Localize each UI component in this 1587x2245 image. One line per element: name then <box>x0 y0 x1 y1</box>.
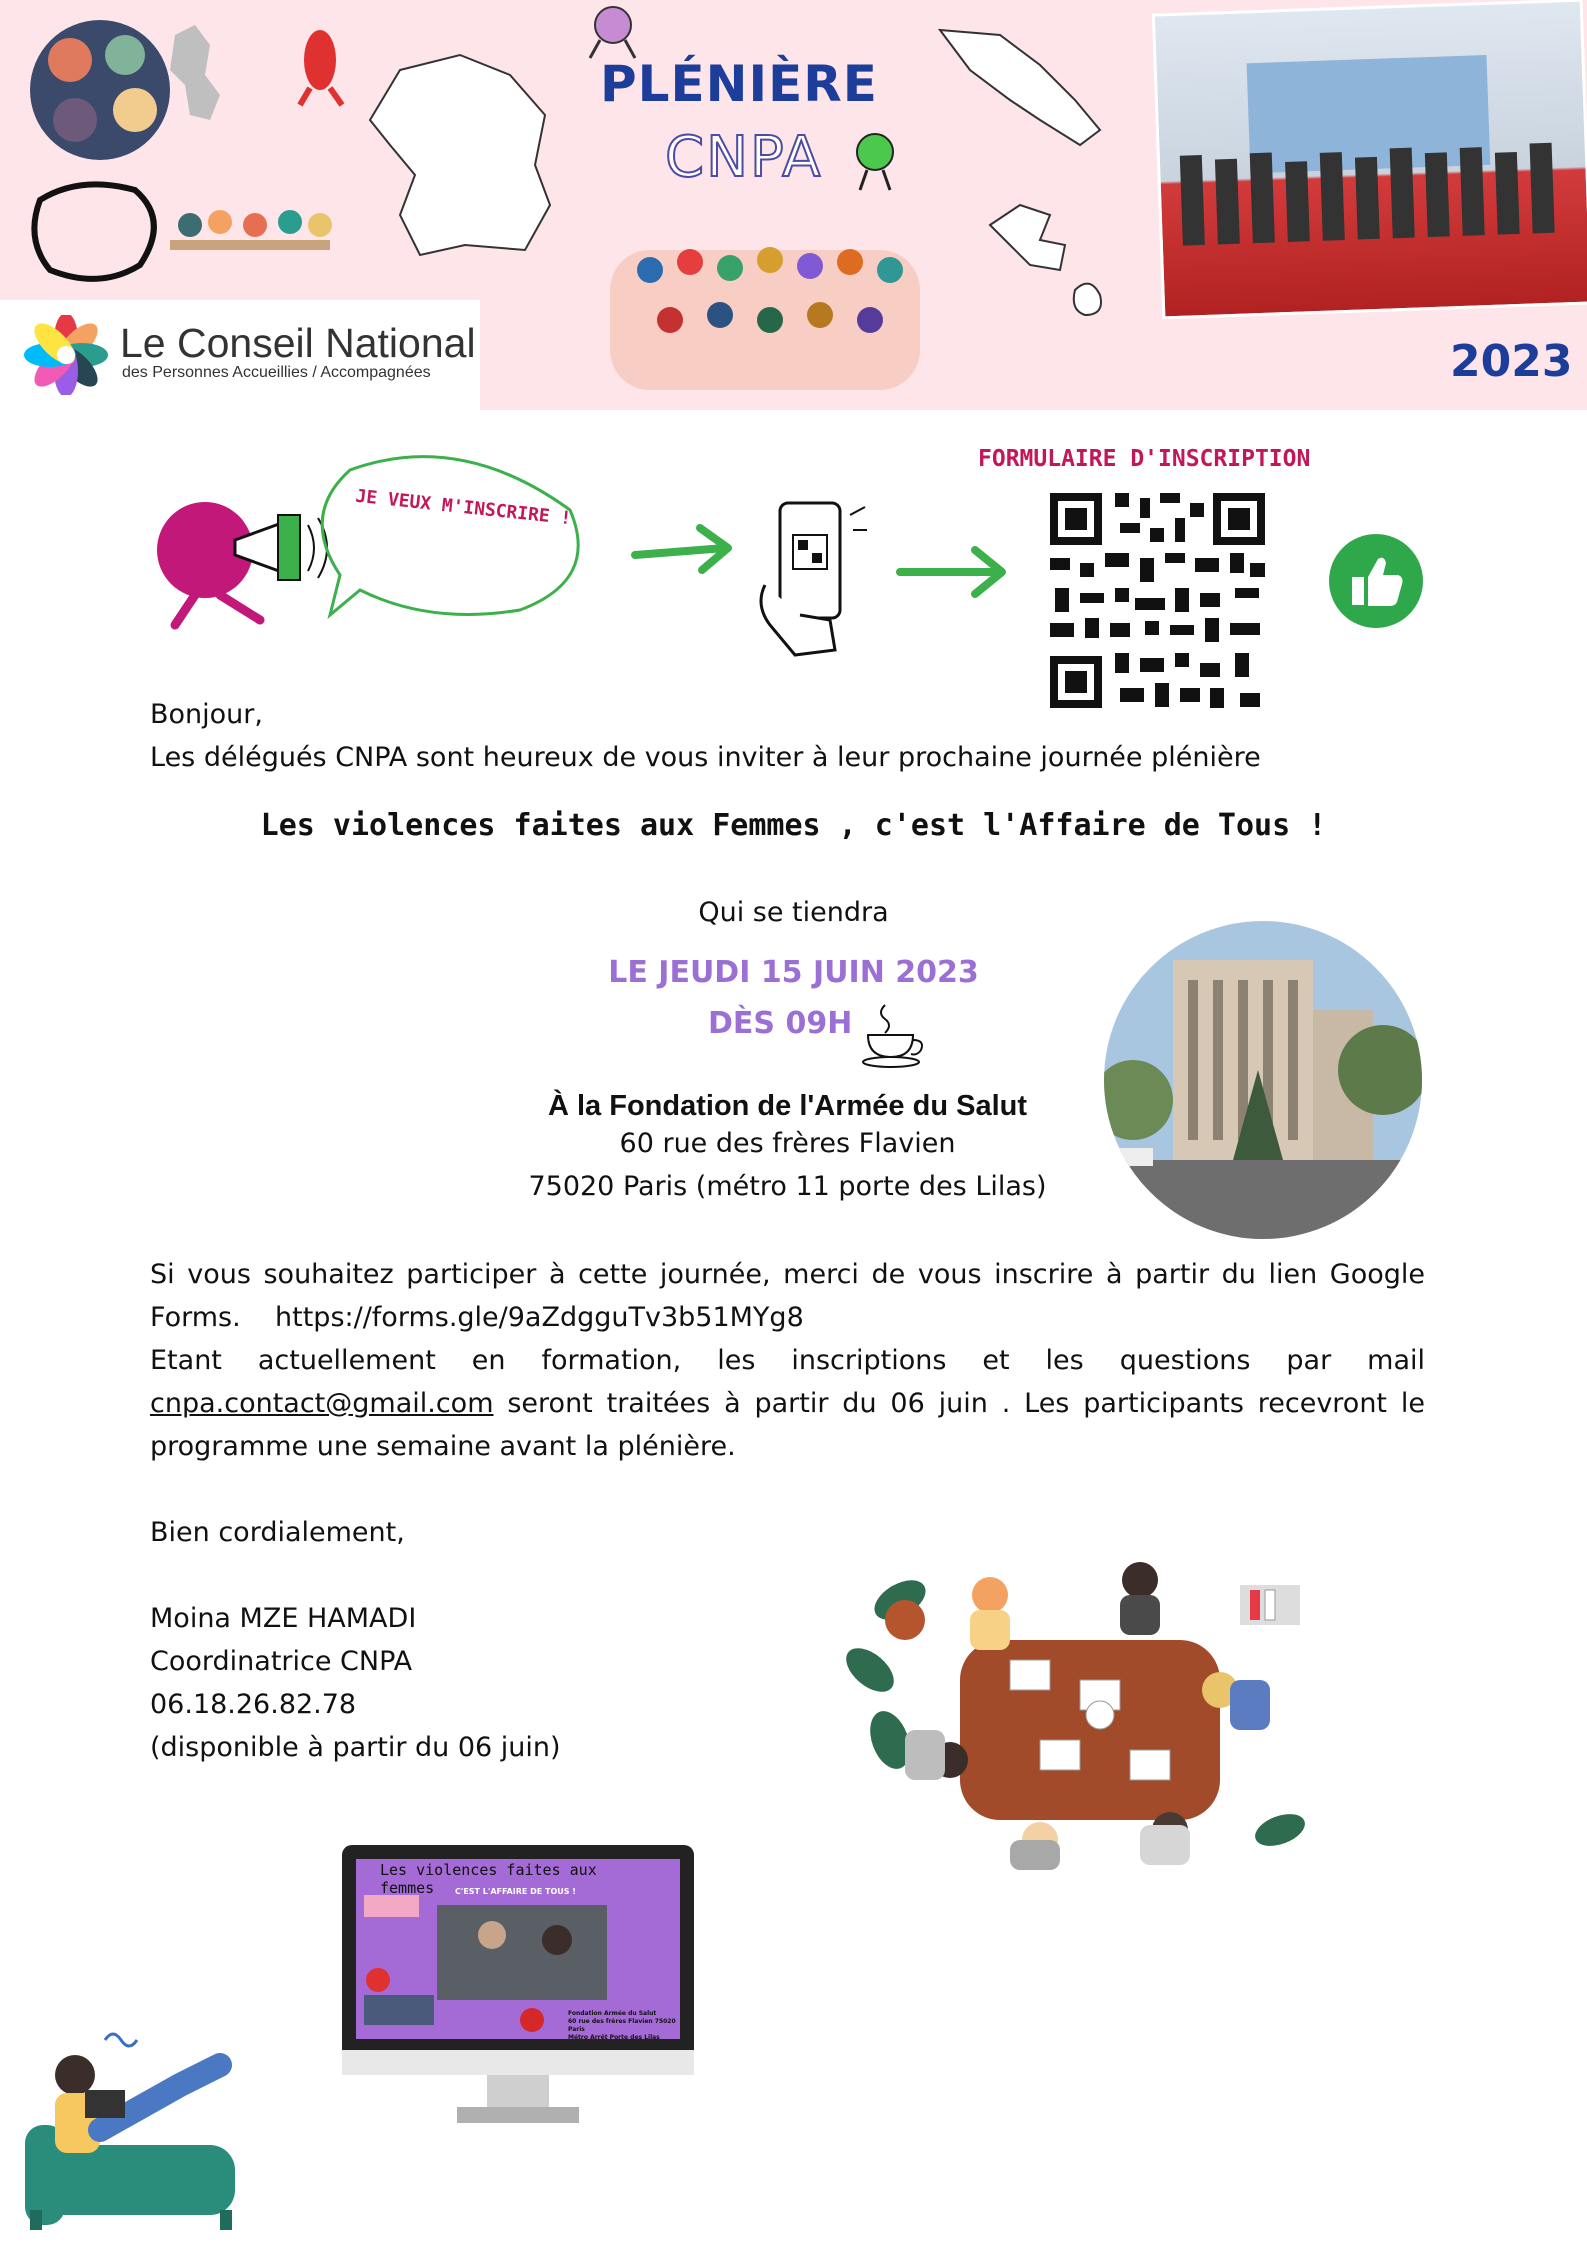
screen-subtitle: C'EST L'AFFAIRE DE TOUS ! <box>455 1887 576 1896</box>
map-martinique-icon <box>1074 284 1101 315</box>
registration-paragraph <box>150 1253 1425 1468</box>
green-mascot-icon <box>857 134 893 190</box>
event-year: 2023 <box>1450 336 1573 387</box>
screen-title: Les violences faites aux femmes <box>380 1861 597 1897</box>
screen-venue-name: Fondation Armée du Salut <box>568 2010 657 2017</box>
email-link[interactable]: cnpa.contact@gmail.com <box>150 1388 494 1419</box>
closing: Bien cordialement, <box>150 1517 405 1548</box>
screen-venue-block <box>568 2010 678 2042</box>
signer-role: Coordinatrice CNPA <box>150 1646 413 1677</box>
person-on-couch-icon <box>25 2025 250 2235</box>
venue-building-photo <box>1103 920 1423 1240</box>
screen-venue-metro: Métro Arrêt Porte des Lilas <box>568 2034 660 2041</box>
event-title: PLÉNIÈRE <box>600 55 878 113</box>
phone-scan-icon <box>755 495 870 660</box>
event-date: LE JEUDI 15 JUIN 2023 <box>608 955 979 990</box>
logo-subtitle: des Personnes Accueillies / Accompagnées <box>122 364 431 381</box>
held-text: Qui se tiendra <box>698 897 889 928</box>
map-americas-icon <box>940 30 1100 145</box>
para1-text: Si vous souhaitez participer à cette journée, merci de vous inscrire à partir du lien Google Forms. <box>150 1259 1425 1333</box>
para2-end: seront traitées à partir du 06 juin . Les participants recevront le programme une semaine avant la plénière. <box>150 1388 1425 1462</box>
map-france-icon <box>370 55 550 255</box>
coffee-cup-icon <box>860 1000 930 1070</box>
crowd-icon <box>610 247 920 390</box>
venue-name: À la Fondation de l'Armée du Salut <box>548 1090 1027 1122</box>
intro-text: Les délégués CNPA sont heureux de vous inviter à leur prochaine journée plénière <box>150 742 1261 773</box>
red-mascot-icon <box>300 30 342 105</box>
event-theme: Les violences faites aux Femmes , c'est l'Affaire de Tous ! <box>260 808 1327 843</box>
para2-start: Etant actuellement en formation, les inscriptions et les questions par mail <box>150 1345 1425 1376</box>
registration-form-label: FORMULAIRE D'INSCRIPTION <box>978 446 1311 472</box>
event-time: DÈS 09H <box>708 1006 853 1041</box>
delegates-group-photo <box>1152 0 1587 319</box>
venue-address-line2: 75020 Paris (métro 11 porte des Lilas) <box>528 1171 1047 1202</box>
meeting-table-illustration <box>840 1540 1320 1880</box>
megaphone-mascot-icon <box>150 430 610 640</box>
books-icon <box>1240 1585 1300 1625</box>
signer-name: Moina MZE HAMADI <box>150 1603 417 1634</box>
cnpa-flower-logo-icon <box>22 315 110 395</box>
screen-venue-address: 60 rue des frères Flavien 75020 Paris <box>568 2018 676 2033</box>
qr-code-icon[interactable] <box>1050 493 1265 708</box>
map-guadeloupe-icon <box>990 205 1065 270</box>
map-mayotte-icon <box>170 25 220 120</box>
greeting: Bonjour, <box>150 699 263 730</box>
purple-mascot-icon <box>590 7 635 58</box>
signer-availability: (disponible à partir du 06 juin) <box>150 1732 561 1763</box>
venue-address-line1: 60 rue des frères Flavien <box>619 1128 956 1159</box>
speech-bubble-text: JE VEUX M'INSCRIRE ! <box>354 485 573 530</box>
people-table-icon <box>170 210 332 250</box>
arrow-right-icon-2 <box>895 540 1015 600</box>
map-reunion-icon <box>34 184 153 279</box>
event-subtitle-cnpa: CNPA <box>665 125 823 190</box>
form-link[interactable]: https://forms.gle/9aZdgguTv3b51MYg8 <box>275 1302 804 1333</box>
group-photo-illustration <box>1155 2 1587 317</box>
signature-block <box>150 1597 561 1769</box>
people-globe-icon <box>30 20 170 160</box>
arrow-right-icon <box>630 520 740 580</box>
logo-name: Le Conseil National <box>120 320 476 366</box>
signer-phone[interactable]: 06.18.26.82.78 <box>150 1689 357 1720</box>
thumbs-up-icon <box>1328 533 1424 629</box>
